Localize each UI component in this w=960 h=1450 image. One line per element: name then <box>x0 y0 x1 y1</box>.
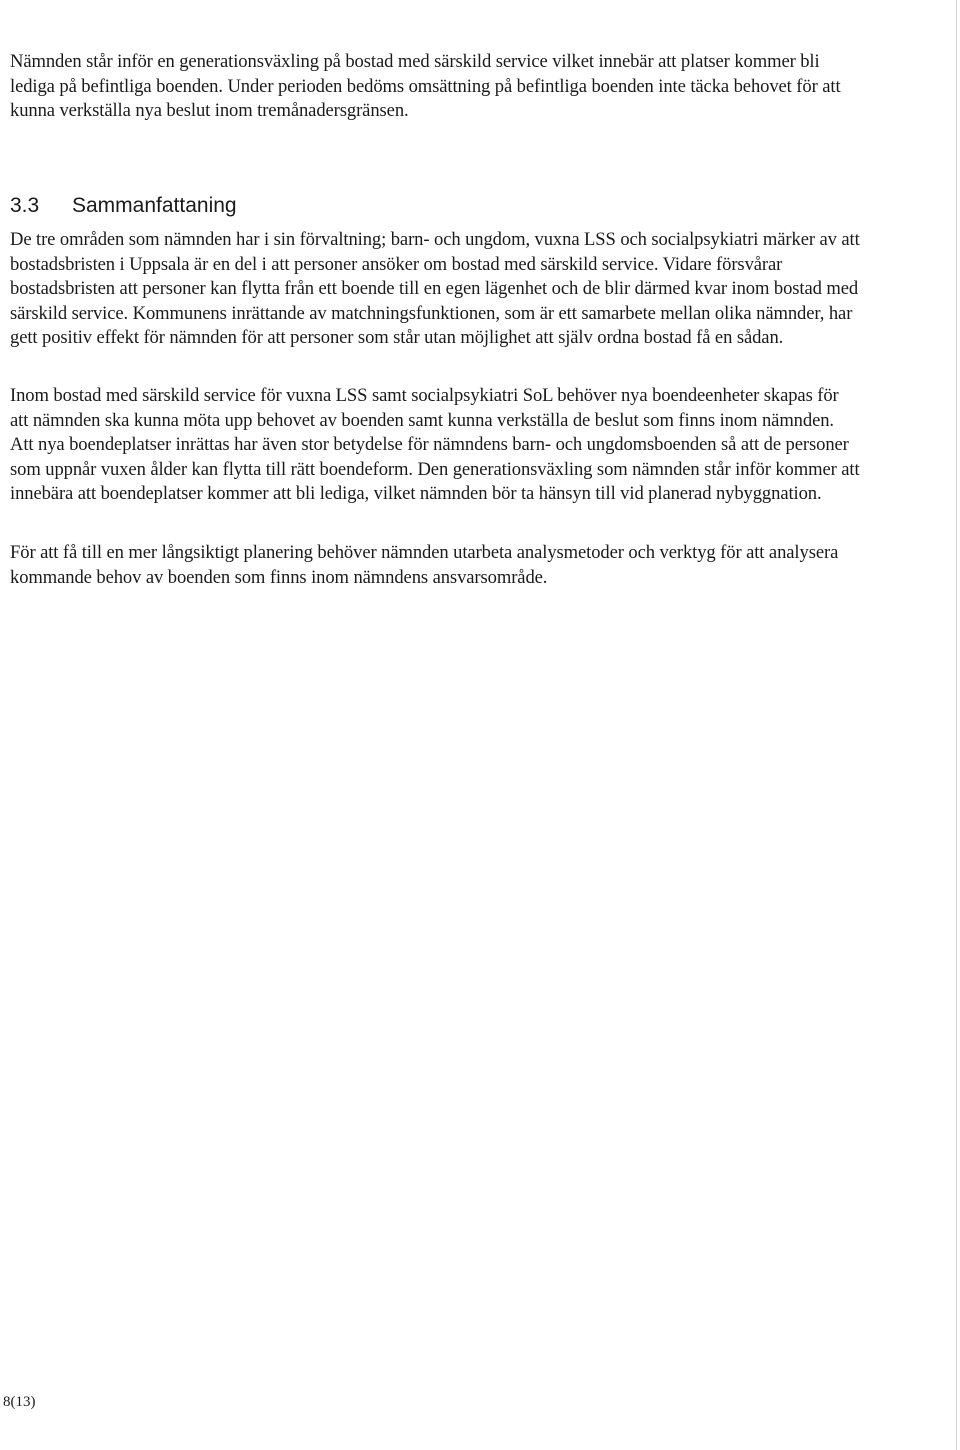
intro-paragraph: Nämnden står inför en generationsväxling på bostad med särskild service vilket innebär att platser kommer bli lediga på befintliga boenden. Under perioden bedöms omsättning på befintliga boenden inte täcka behovet för att kunna verkställa nya beslut inom tremånadersgränsen. <box>10 51 841 121</box>
section-title: Sammanfattaning <box>72 194 237 217</box>
page-number: 8(13) <box>3 1394 36 1410</box>
section-number: 3.3 <box>10 194 40 217</box>
summary-paragraph: De tre områden som nämnden har i sin förvaltning; barn- och ungdom, vuxna LSS och socialpsykiatri märker av att bostadsbristen i Uppsala är en del i att personer ansöker om bostad med särskild service. Vidare försvårar bostadsbristen att personer kan flytta från ett boende till en egen lägenhet och de blir därmed kvar inom bostad med särskild service. Kommunens inrättande av matchningsfunktionen, som är ett samarbete mellan olika nämnder, har gett positiv effekt för nämnden för att personer som står utan möjlighet att själv ordna bostad få en sådan. <box>10 229 860 348</box>
lss-paragraph: Inom bostad med särskild service för vuxna LSS samt socialpsykiatri SoL behöver nya boendeenheter skapas för att nämnden ska kunna möta upp behovet av boenden samt kunna verkställa de beslut som finns inom nämnden. Att nya boendeplatser inrättas har även stor betydelse för nämndens barn- och ungdomsboenden så att de personer som uppnår vuxen ålder kan flytta till rätt boendeform. Den generationsväxling som nämnden står inför kommer att innebära att boendeplatser kommer att bli lediga, vilket nämnden bör ta hänsyn till vid planerad nybyggnation. <box>10 385 860 504</box>
planning-paragraph: För att få till en mer långsiktigt planering behöver nämnden utarbeta analysmetoder och verktyg för att analysera kommande behov av boenden som finns inom nämndens ansvarsområde. <box>10 542 839 588</box>
section-heading <box>10 192 237 220</box>
scan-edge-divider <box>956 0 957 1450</box>
